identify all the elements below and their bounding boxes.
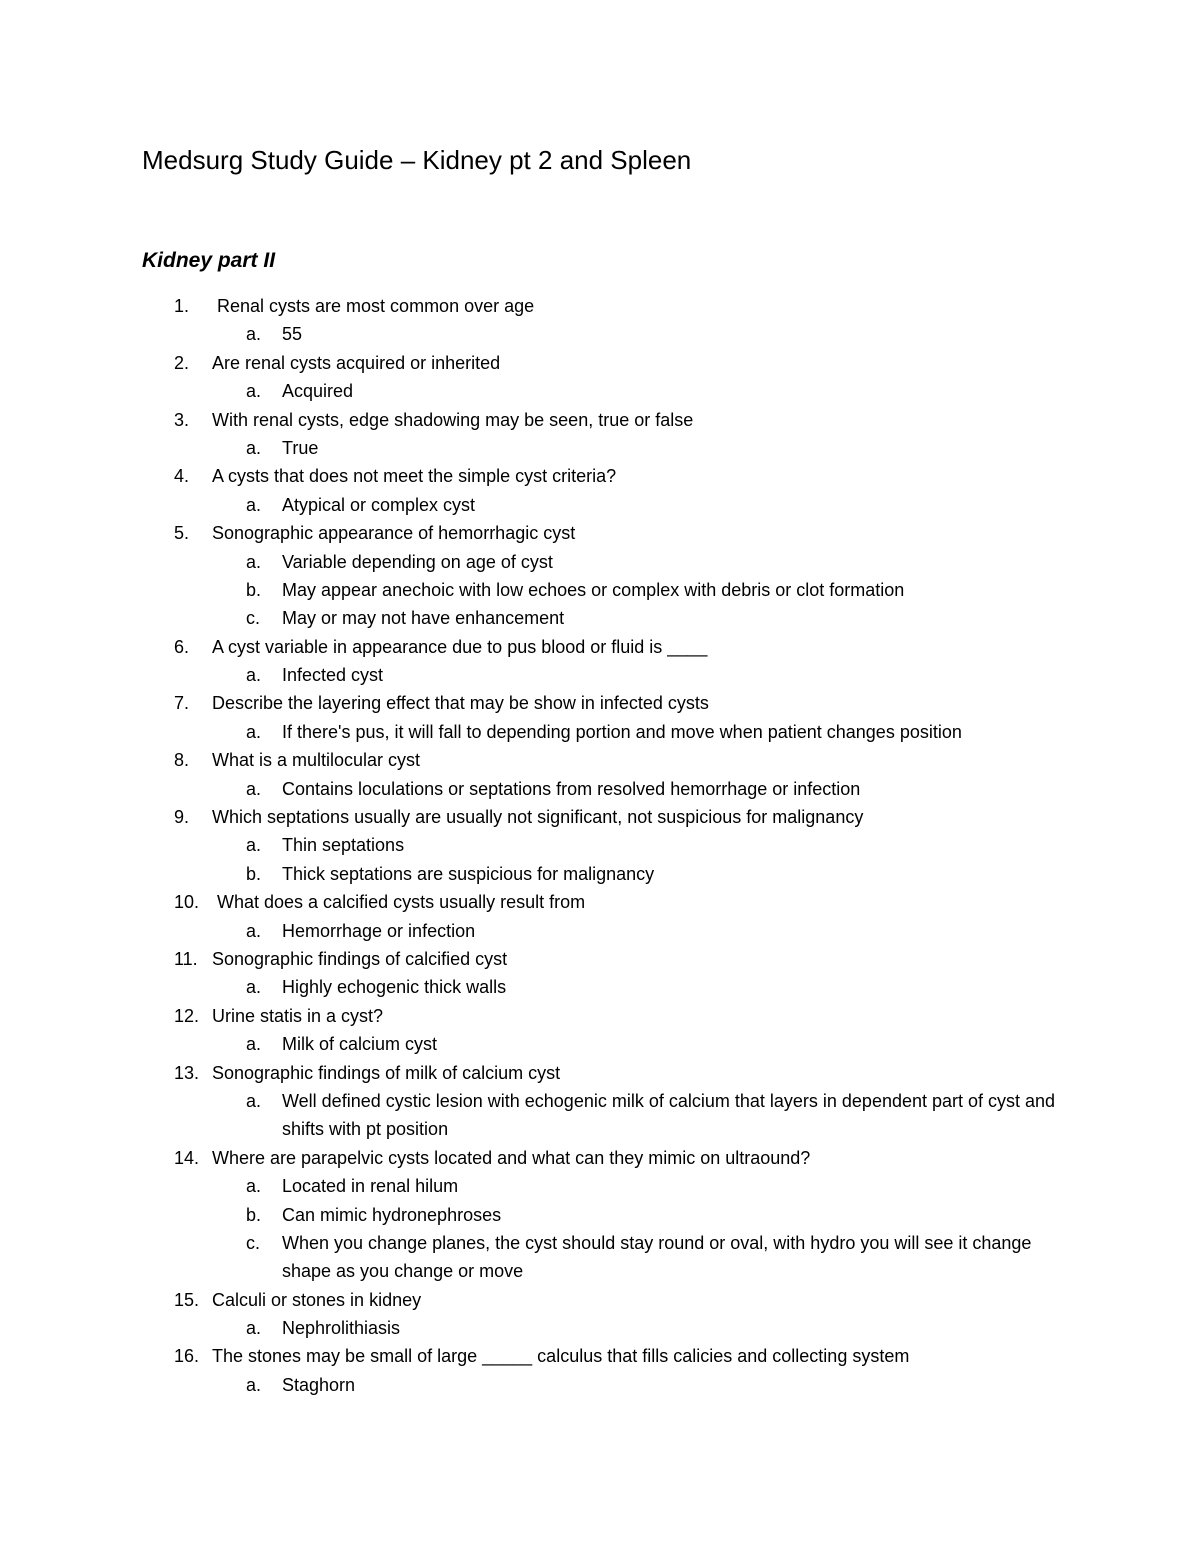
answer-list <box>0 831 1200 888</box>
answer-letter: a. <box>246 437 262 458</box>
answer-text: Hemorrhage or infection <box>282 920 476 941</box>
question-row <box>0 1144 1200 1172</box>
answer-list <box>0 377 1200 405</box>
question-item <box>0 945 1200 1002</box>
answer-text: Highly echogenic thick walls <box>282 977 507 998</box>
answer-item <box>0 860 1200 888</box>
answer-text: Infected cyst <box>282 665 384 686</box>
answer-list <box>0 1371 1200 1399</box>
answer-item <box>0 831 1200 859</box>
question-text: Urine statis in a cyst? <box>212 1005 384 1026</box>
question-text: A cyst variable in appearance due to pus blood or fluid is ____ <box>212 636 708 657</box>
answer-letter: a. <box>246 665 262 686</box>
answer-text: When you change planes, the cyst should stay round or oval, with hydro you will see it change shape as you change or move <box>282 1232 1032 1282</box>
answer-item <box>0 576 1200 604</box>
answer-text: Nephrolithiasis <box>282 1318 401 1339</box>
answer-text: Staghorn <box>282 1374 356 1395</box>
answer-item <box>0 491 1200 519</box>
answer-list <box>0 718 1200 746</box>
answer-item <box>0 661 1200 689</box>
question-number: 16. <box>174 1346 200 1367</box>
question-item <box>0 1059 1200 1144</box>
answer-letter: a. <box>246 778 262 799</box>
question-number: 15. <box>174 1289 200 1310</box>
question-number: 14. <box>174 1147 200 1168</box>
question-text: Sonographic findings of calcified cyst <box>212 948 508 969</box>
question-item <box>0 1144 1200 1286</box>
answer-text: True <box>282 437 319 458</box>
answer-item <box>0 1371 1200 1399</box>
question-row <box>0 519 1200 547</box>
answer-list <box>0 491 1200 519</box>
question-number: 2. <box>174 352 190 373</box>
question-row <box>0 746 1200 774</box>
question-text: A cysts that does not meet the simple cyst criteria? <box>212 466 617 487</box>
question-row <box>0 803 1200 831</box>
question-item <box>0 1342 1200 1399</box>
question-row <box>0 406 1200 434</box>
question-number: 3. <box>174 409 190 430</box>
answer-list <box>0 775 1200 803</box>
question-number: 12. <box>174 1005 200 1026</box>
question-row <box>0 1342 1200 1370</box>
answer-list <box>0 1030 1200 1058</box>
answer-item <box>0 1087 1200 1144</box>
answer-text: May or may not have enhancement <box>282 608 565 629</box>
question-text: With renal cysts, edge shadowing may be seen, true or false <box>212 409 694 430</box>
question-text: Where are parapelvic cysts located and what can they mimic on ultraound? <box>212 1147 811 1168</box>
question-item <box>0 1286 1200 1343</box>
question-item <box>0 746 1200 803</box>
question-row <box>0 1059 1200 1087</box>
question-number: 13. <box>174 1062 200 1083</box>
question-number: 4. <box>174 466 190 487</box>
answer-item <box>0 377 1200 405</box>
question-row <box>0 349 1200 377</box>
answer-text: Milk of calcium cyst <box>282 1034 438 1055</box>
question-text: The stones may be small of large _____ calculus that fills calicies and collecting system <box>212 1346 910 1367</box>
answer-item <box>0 718 1200 746</box>
question-text: Which septations usually are usually not significant, not suspicious for malignancy <box>212 807 864 828</box>
answer-text: Atypical or complex cyst <box>282 494 476 515</box>
answer-letter: a. <box>246 835 262 856</box>
question-item <box>0 292 1200 349</box>
answer-letter: a. <box>246 1318 262 1339</box>
answer-text: Thick septations are suspicious for malignancy <box>282 863 655 884</box>
question-text: Describe the layering effect that may be show in infected cysts <box>212 693 709 714</box>
answer-letter: a. <box>246 1374 262 1395</box>
section-heading: Kidney part II <box>142 249 276 272</box>
answer-text: May appear anechoic with low echoes or complex with debris or clot formation <box>282 579 905 600</box>
question-row <box>0 945 1200 973</box>
answer-letter: c. <box>246 608 261 629</box>
question-text: Sonographic appearance of hemorrhagic cyst <box>212 523 576 544</box>
question-item <box>0 689 1200 746</box>
answer-letter: a. <box>246 494 262 515</box>
answer-text: 55 <box>282 324 303 345</box>
answer-list <box>0 320 1200 348</box>
answer-letter: a. <box>246 381 262 402</box>
answer-text: Variable depending on age of cyst <box>282 551 553 572</box>
question-item <box>0 406 1200 463</box>
answer-list <box>0 661 1200 689</box>
answer-text: Can mimic hydronephroses <box>282 1204 502 1225</box>
answer-letter: b. <box>246 1204 262 1225</box>
question-text: What is a multilocular cyst <box>212 750 421 771</box>
question-number: 5. <box>174 523 190 544</box>
answer-item <box>0 1201 1200 1229</box>
question-list <box>0 292 1200 1399</box>
question-item <box>0 462 1200 519</box>
answer-item <box>0 917 1200 945</box>
answer-item <box>0 1314 1200 1342</box>
question-row <box>0 633 1200 661</box>
answer-item <box>0 1229 1200 1286</box>
answer-item <box>0 434 1200 462</box>
answer-text: Acquired <box>282 381 354 402</box>
answer-letter: b. <box>246 579 262 600</box>
answer-letter: a. <box>246 1034 262 1055</box>
answer-list <box>0 917 1200 945</box>
answer-letter: a. <box>246 1090 262 1111</box>
question-row <box>0 462 1200 490</box>
question-item <box>0 349 1200 406</box>
question-item <box>0 803 1200 888</box>
question-number: 11. <box>174 948 198 969</box>
question-text: Sonographic findings of milk of calcium cyst <box>212 1062 561 1083</box>
answer-list <box>0 434 1200 462</box>
question-row <box>0 888 1200 916</box>
question-row <box>0 1286 1200 1314</box>
question-text: Renal cysts are most common over age <box>212 296 535 316</box>
question-number: 8. <box>174 750 190 771</box>
question-number: 6. <box>174 636 190 657</box>
question-number: 7. <box>174 693 190 714</box>
answer-item <box>0 320 1200 348</box>
answer-item <box>0 548 1200 576</box>
answer-text: Thin septations <box>282 835 405 856</box>
question-text: What does a calcified cysts usually result from <box>212 892 586 913</box>
question-text: Are renal cysts acquired or inherited <box>212 352 501 373</box>
answer-list <box>0 973 1200 1001</box>
question-number: 1. <box>174 296 190 316</box>
answer-item <box>0 1030 1200 1058</box>
answer-text: Located in renal hilum <box>282 1176 459 1197</box>
question-text: Calculi or stones in kidney <box>212 1289 422 1310</box>
question-item <box>0 888 1200 945</box>
answer-list <box>0 548 1200 633</box>
question-item <box>0 1002 1200 1059</box>
answer-letter: c. <box>246 1232 261 1253</box>
answer-letter: a. <box>246 324 262 345</box>
answer-letter: b. <box>246 863 262 884</box>
answer-letter: a. <box>246 551 262 572</box>
question-item <box>0 633 1200 690</box>
answer-text: Contains loculations or septations from resolved hemorrhage or infection <box>282 778 861 799</box>
answer-letter: a. <box>246 920 262 941</box>
answer-item <box>0 973 1200 1001</box>
question-row <box>0 1002 1200 1030</box>
answer-list <box>0 1172 1200 1286</box>
answer-text: Well defined cystic lesion with echogenic milk of calcium that layers in dependent part of cyst and shifts with pt position <box>282 1090 1056 1140</box>
question-number: 10. <box>174 892 200 913</box>
answer-list <box>0 1314 1200 1342</box>
answer-letter: a. <box>246 721 262 742</box>
answer-letter: a. <box>246 1176 262 1197</box>
answer-item <box>0 775 1200 803</box>
answer-item <box>0 1172 1200 1200</box>
question-row <box>0 689 1200 717</box>
document-title: Medsurg Study Guide – Kidney pt 2 and Spleen <box>142 145 692 175</box>
answer-text: If there's pus, it will fall to depending portion and move when patient changes position <box>282 721 962 742</box>
answer-item <box>0 604 1200 632</box>
answer-list <box>0 1087 1200 1144</box>
question-number: 9. <box>174 807 190 828</box>
answer-letter: a. <box>246 977 262 998</box>
question-item <box>0 519 1200 633</box>
question-row <box>0 292 1200 320</box>
